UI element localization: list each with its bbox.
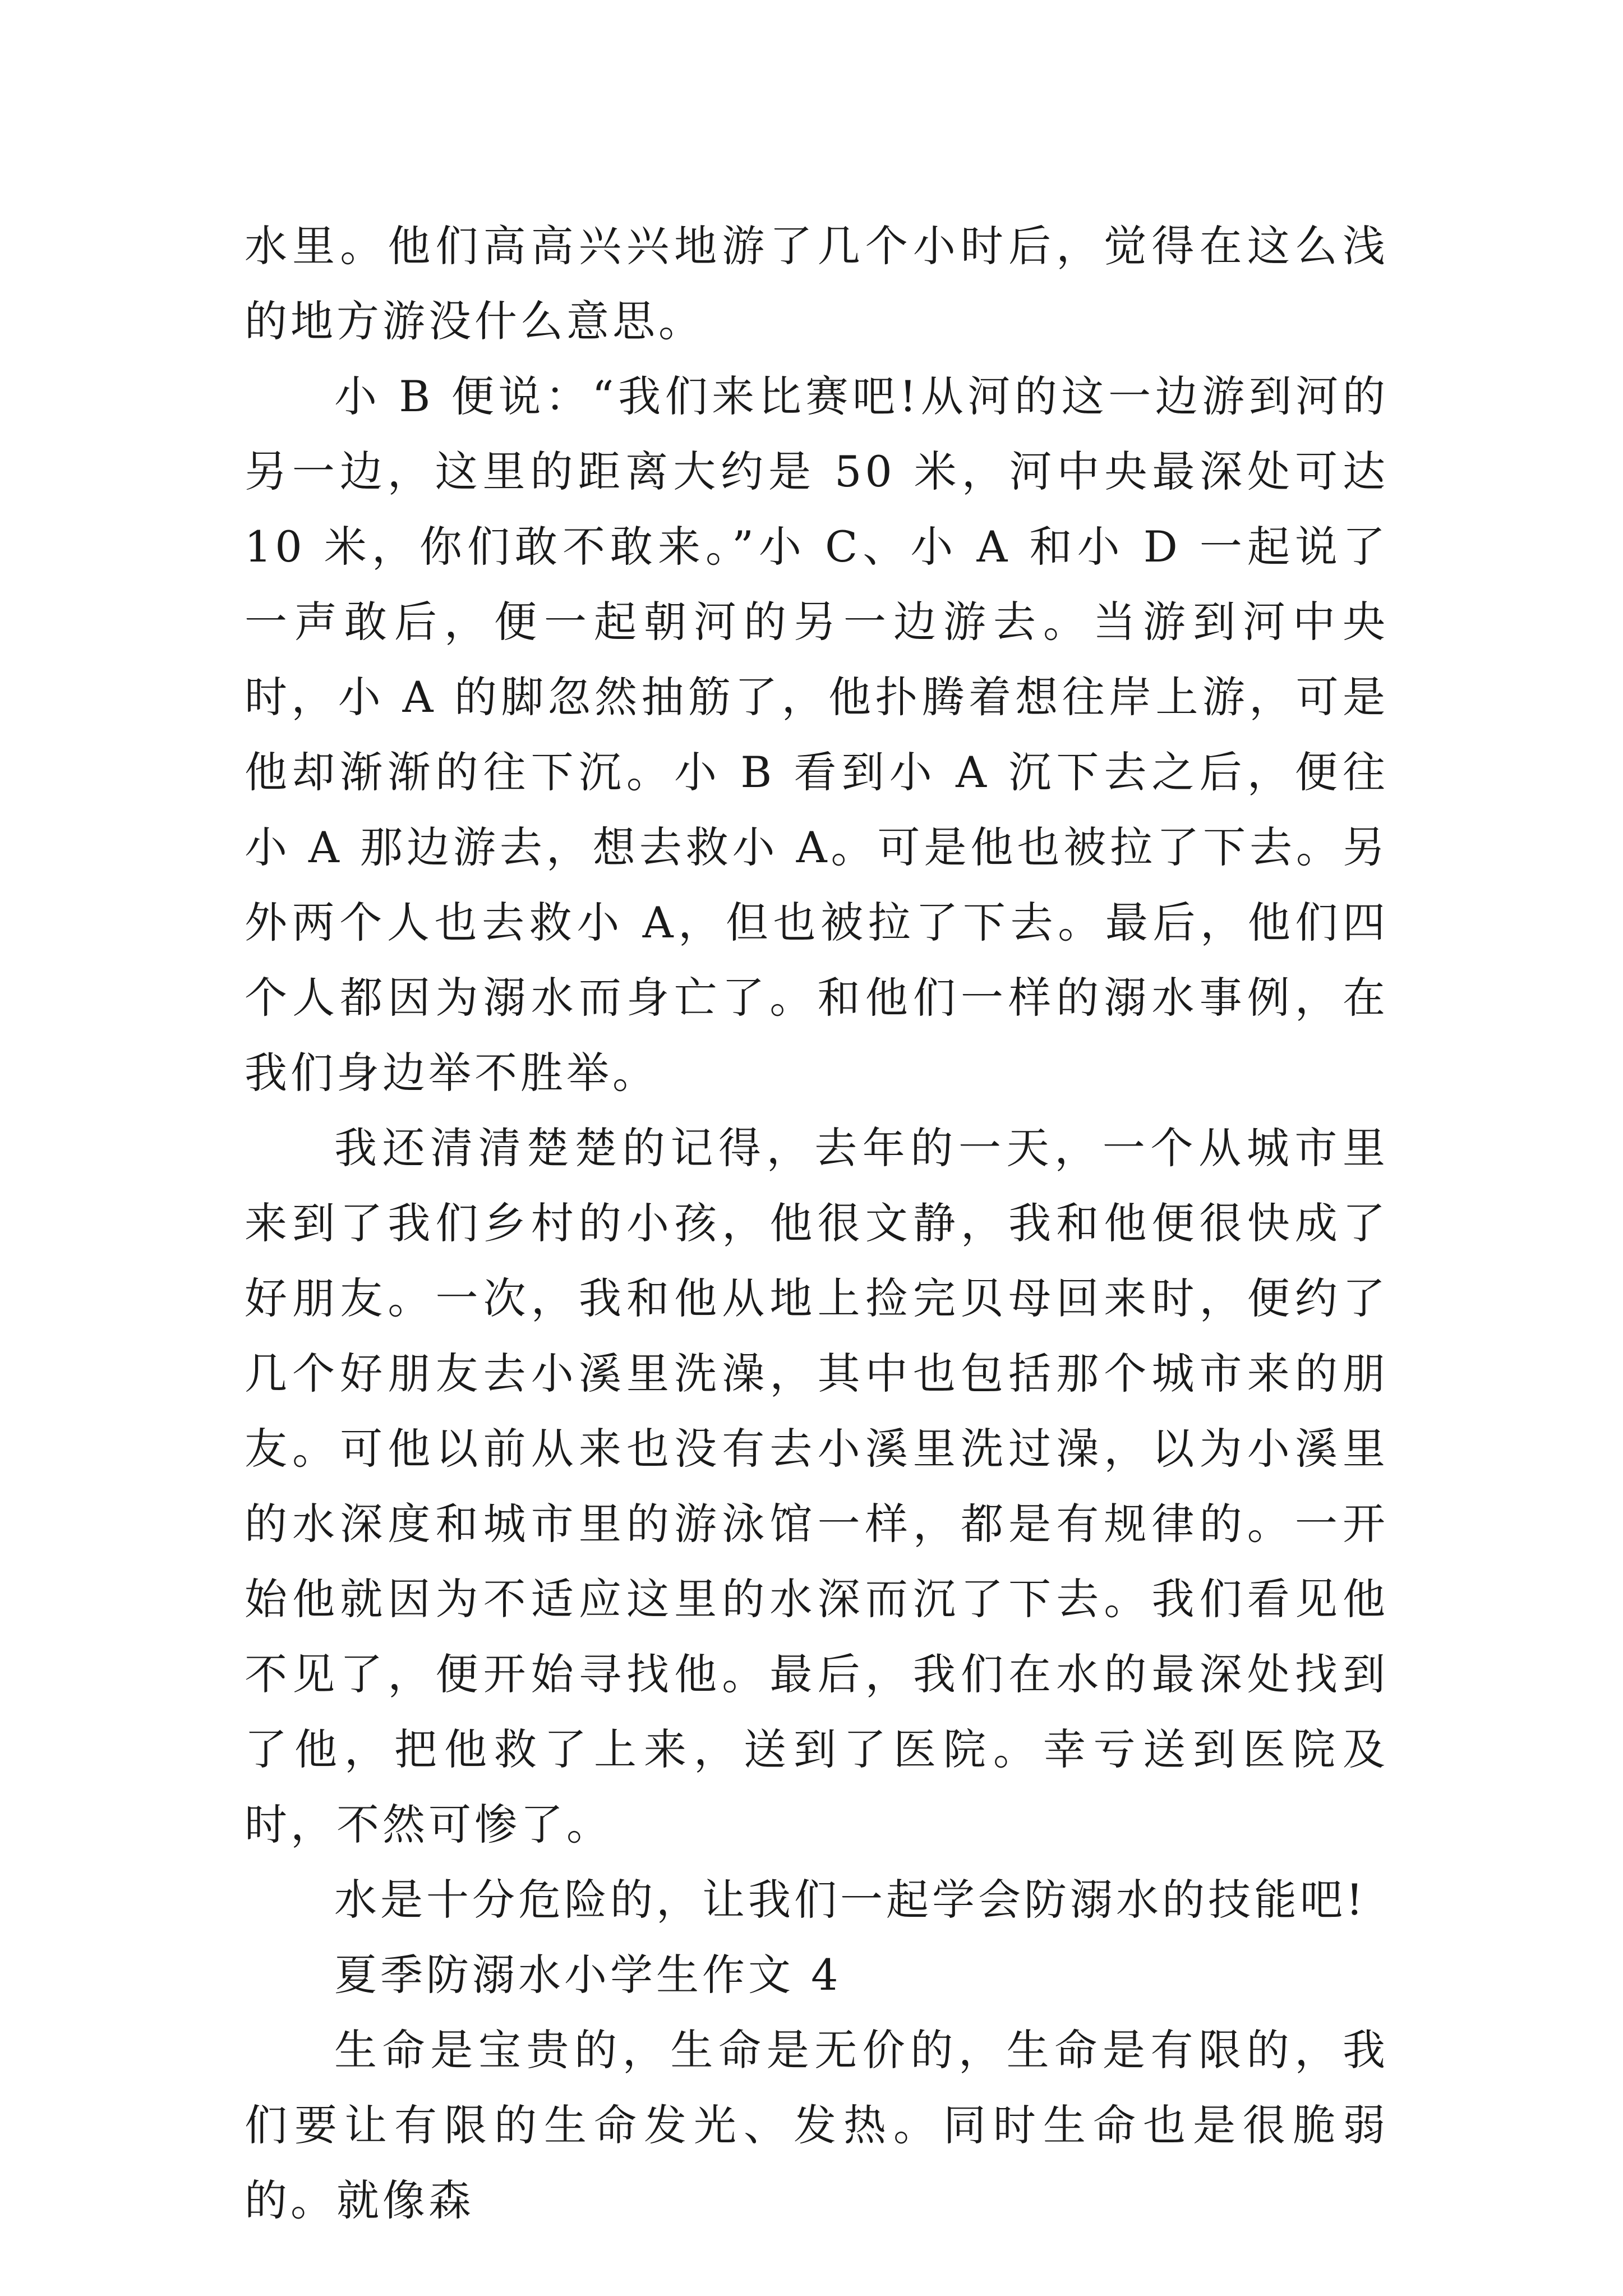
paragraph-3: 我还清清楚楚的记得，去年的一天，一个从城市里来到了我们乡村的小孩，他很文静，我和他便很快成了好朋友。一次，我和他从地上捡完贝母回来时，便约了几个好朋友去小溪里洗澡，其中也包括那个城市来的朋友。可他以前从来也没有去小溪里洗过澡，以为小溪里的水深度和城市里的游泳馆一样，都是有规律的。一开始他就因为不适应这里的水深而沉了下去。我们看见他不见了，便开始寻找他。最后，我们在水的最深处找到了他，把他救了上来，送到了医院。幸亏送到医院及时，不然可惨了。: [245, 1123, 1389, 1849]
paragraph-5: 生命是宝贵的，生命是无价的，生命是有限的，我们要让有限的生命发光、发热。同时生命也是很脆弱的。就像森: [245, 2025, 1389, 2225]
paragraph-1: 水里。他们高高兴兴地游了几个小时后，觉得在这么浅的地方游没什么意思。: [245, 221, 1389, 346]
paragraph-4: 水是十分危险的，让我们一起学会防溺水的技能吧!: [334, 1875, 1367, 1925]
essay-heading: 夏季防溺水小学生作文 4: [334, 1950, 842, 2000]
document-body: [245, 209, 1389, 2238]
paragraph-2: 小 B 便说：“我们来比赛吧!从河的这一边游到河的另一边，这里的距离大约是 50 米，河中央最深处可达 10 米，你们敢不敢来。”小 C、小 A 和小 D 一起说了一声敢后，便一起朝河的另一边游去。当游到河中央时，小 A 的脚忽然抽筋了，他扑腾着想往岸上游，可是他却渐渐的往下沉。小 B 看到小 A 沉下去之后，便往小 A 那边游去，想去救小 A。可是他也被拉了下去。另外两个人也去救小 A，但也被拉了下去。最后，他们四个人都因为溺水而身亡了。和他们一样的溺水事例，在我们身边举不胜举。: [245, 371, 1389, 1098]
